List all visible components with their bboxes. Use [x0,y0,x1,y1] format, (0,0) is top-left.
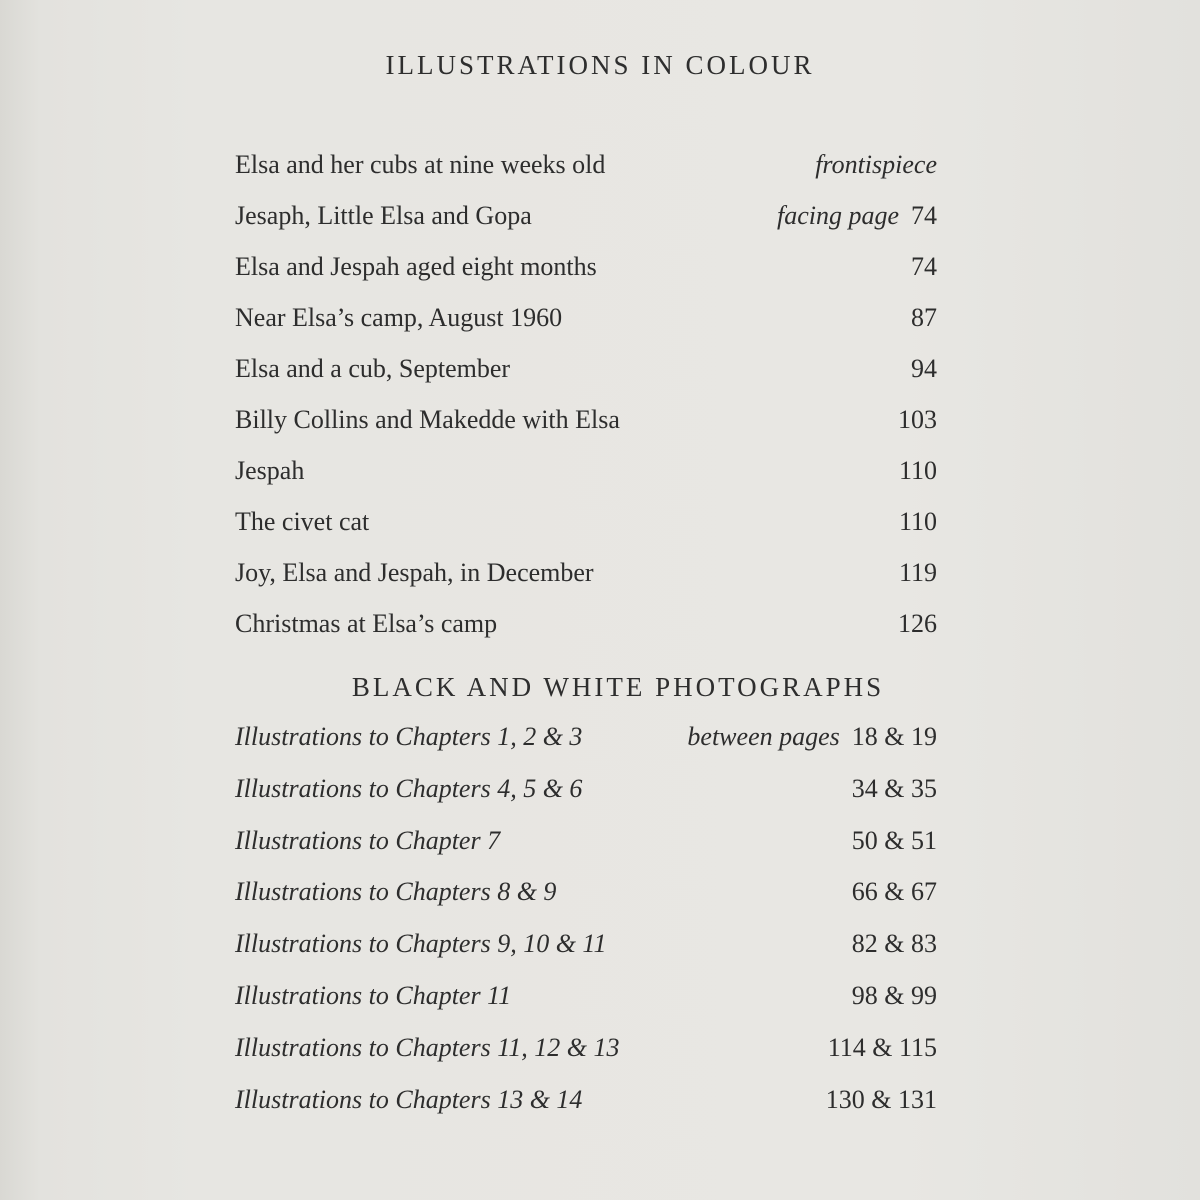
item-title: Elsa and Jespah aged eight months [235,252,597,281]
list-item [235,354,937,405]
item-title: Joy, Elsa and Jespah, in December [235,558,594,587]
item-page: 130 & 131 [825,1084,937,1114]
item-page: 34 & 35 [851,773,937,803]
item-page: 126 [898,609,937,638]
item-page: 18 & 19 [851,722,937,751]
item-title: Illustrations to Chapters 4, 5 & 6 [235,773,583,803]
list-item [235,405,937,456]
item-page-ref [687,722,937,752]
item-page-prefix: facing page [776,201,899,230]
bw-photographs-heading: BLACK AND WHITE PHOTOGRAPHS [351,672,885,702]
item-title: Illustrations to Chapters 9, 10 & 11 [235,929,607,959]
list-item [235,929,937,981]
item-title: Jesaph, Little Elsa and Gopa [235,201,532,230]
list-item [235,507,937,558]
item-page: 50 & 51 [851,825,937,855]
item-page: frontispiece [815,150,937,179]
colour-illustrations-list [235,150,937,660]
list-item [235,456,937,507]
colour-illustrations-heading: ILLUSTRATIONS IN COLOUR [385,50,815,80]
item-title: Christmas at Elsa’s camp [235,609,498,638]
item-page: 82 & 83 [851,929,937,959]
list-item [235,1085,937,1137]
bw-photographs-list [235,722,937,1136]
item-title: Elsa and her cubs at nine weeks old [235,150,606,179]
item-title: Billy Collins and Makedde with Elsa [235,405,620,434]
item-title: Illustrations to Chapter 11 [235,980,512,1010]
item-page: 66 & 67 [851,877,937,907]
item-title: Illustrations to Chapters 1, 2 & 3 [235,722,583,751]
item-page: 110 [898,456,937,485]
list-item [235,150,937,201]
item-page: 119 [898,558,937,587]
item-page: 74 [911,252,937,281]
list-item [235,558,937,609]
list-item [235,252,937,303]
list-item [235,722,937,774]
item-page: 74 [911,201,937,230]
item-title: Near Elsa’s camp, August 1960 [235,303,563,332]
list-item [235,303,937,354]
item-page: 87 [911,303,937,332]
item-title: Illustrations to Chapter 7 [235,825,501,855]
item-title: Illustrations to Chapters 11, 12 & 13 [235,1032,620,1062]
item-page: 103 [898,405,937,434]
item-page-prefix: between pages [687,722,840,751]
list-item [235,1033,937,1085]
list-item [235,201,937,252]
item-page: 114 & 115 [827,1032,937,1062]
item-page-ref [777,201,937,231]
item-title: Elsa and a cub, September [235,354,511,383]
item-page: 98 & 99 [851,980,937,1010]
item-title: Illustrations to Chapters 8 & 9 [235,877,557,907]
list-item [235,774,937,826]
item-title: Illustrations to Chapters 13 & 14 [235,1084,583,1114]
item-title: The civet cat [235,507,370,536]
list-item [235,981,937,1033]
list-item [235,877,937,929]
item-title: Jespah [235,456,305,485]
list-item [235,826,937,878]
item-page: 110 [898,507,937,536]
item-page: 94 [911,354,937,383]
list-item [235,609,937,660]
